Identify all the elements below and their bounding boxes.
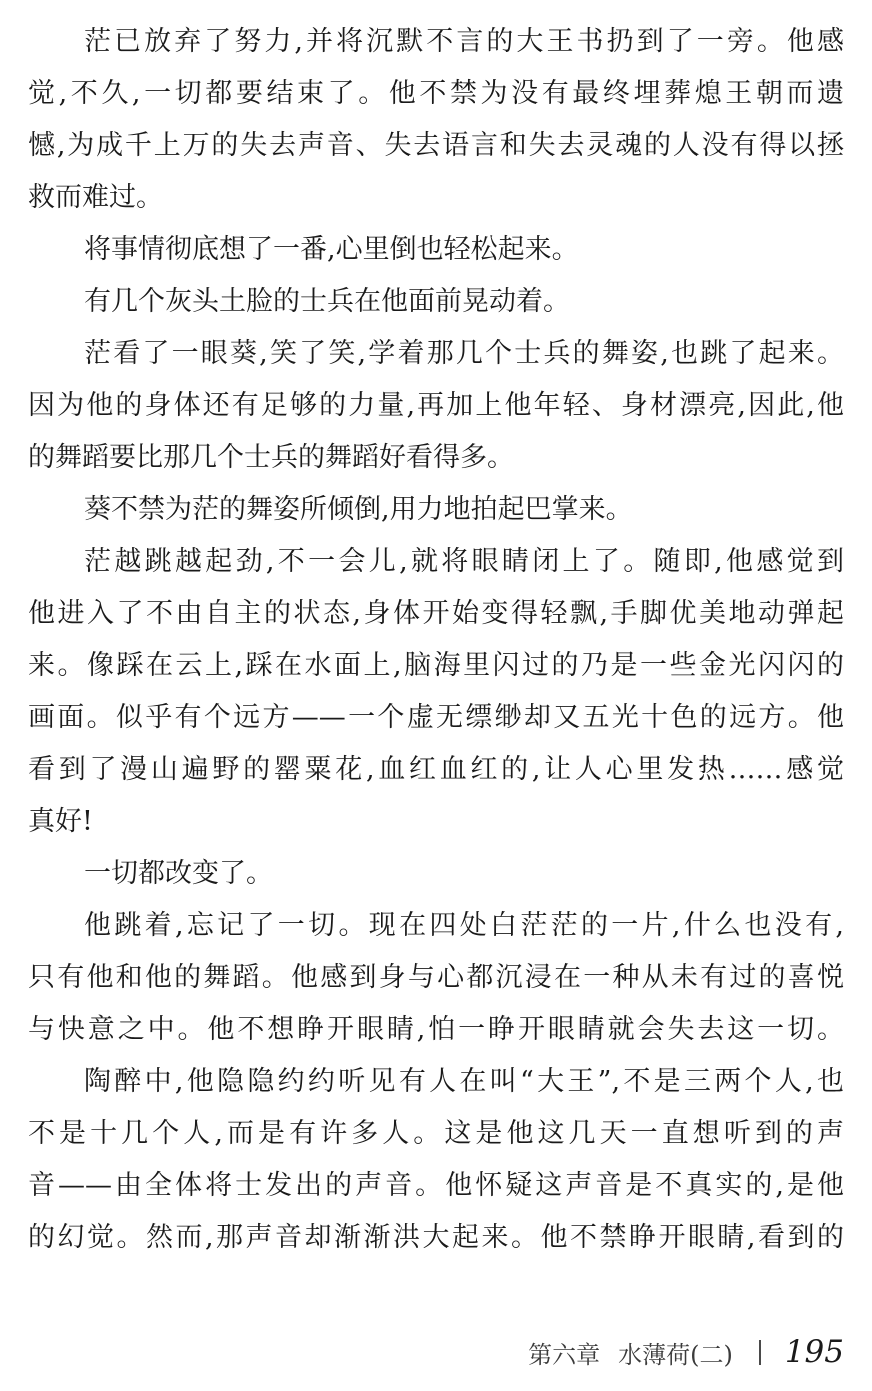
paragraph	[28, 224, 844, 276]
body-text	[28, 16, 844, 1264]
text-line: 憾,为成千上万的失去声音、失去语言和失去灵魂的人没有得以拯	[28, 130, 844, 161]
text-line: 来。像踩在云上,踩在水面上,脑海里闪过的乃是一些金光闪闪的	[28, 650, 844, 681]
page-number: 195	[784, 1334, 844, 1370]
text-line: 觉,不久,一切都要结束了。他不禁为没有最终埋葬熄王朝而遗	[28, 78, 844, 109]
text-line: 音——由全体将士发出的声音。他怀疑这声音是不真实的,是他	[28, 1170, 844, 1201]
text-line: 将事情彻底想了一番,心里倒也轻松起来。	[84, 234, 579, 265]
text-line: 茫看了一眼葵,笑了笑,学着那几个士兵的舞姿,也跳了起来。	[84, 338, 844, 369]
text-line: 他进入了不由自主的状态,身体开始变得轻飘,手脚优美地动弹起	[28, 598, 844, 629]
text-line: 画面。似乎有个远方——一个虚无缥缈却又五光十色的远方。他	[28, 702, 844, 733]
paragraph	[28, 900, 844, 1056]
paragraph	[28, 16, 844, 224]
text-line: 救而难过。	[28, 182, 163, 213]
text-line: 陶醉中,他隐隐约约听见有人在叫“大王”,不是三两个人,也	[84, 1066, 844, 1097]
text-line: 茫已放弃了努力,并将沉默不言的大王书扔到了一旁。他感	[84, 26, 844, 57]
text-line: 与快意之中。他不想睁开眼睛,怕一睁开眼睛就会失去这一切。	[28, 1014, 844, 1045]
page-footer	[528, 1332, 844, 1372]
text-line: 不是十几个人,而是有许多人。这是他这几天一直想听到的声	[28, 1118, 844, 1149]
paragraph	[28, 848, 844, 900]
text-line: 因为他的身体还有足够的力量,再加上他年轻、身材漂亮,因此,他	[28, 390, 844, 421]
section-title-label: 水薄荷(二)	[618, 1340, 733, 1369]
text-line: 的舞蹈要比那几个士兵的舞蹈好看得多。	[28, 442, 514, 473]
text-line: 茫越跳越起劲,不一会儿,就将眼睛闭上了。随即,他感觉到	[84, 546, 844, 577]
text-line: 有几个灰头土脸的士兵在他面前晃动着。	[84, 286, 570, 317]
text-line: 看到了漫山遍野的罂粟花,血红血红的,让人心里发热……感觉	[28, 754, 844, 785]
paragraph	[28, 328, 844, 484]
paragraph	[28, 536, 844, 848]
text-line: 他跳着,忘记了一切。现在四处白茫茫的一片,什么也没有,	[84, 910, 844, 941]
footer-divider	[759, 1340, 761, 1365]
text-line: 的幻觉。然而,那声音却渐渐洪大起来。他不禁睁开眼睛,看到的	[28, 1222, 844, 1253]
chapter-label: 第六章	[528, 1340, 601, 1369]
text-line: 葵不禁为茫的舞姿所倾倒,用力地拍起巴掌来。	[84, 494, 633, 525]
paragraph	[28, 276, 844, 328]
text-line: 一切都改变了。	[84, 858, 273, 889]
text-line: 只有他和他的舞蹈。他感到身与心都沉浸在一种从未有过的喜悦	[28, 962, 844, 993]
paragraph	[28, 484, 844, 536]
paragraph	[28, 1056, 844, 1264]
text-line: 真好!	[28, 806, 93, 837]
